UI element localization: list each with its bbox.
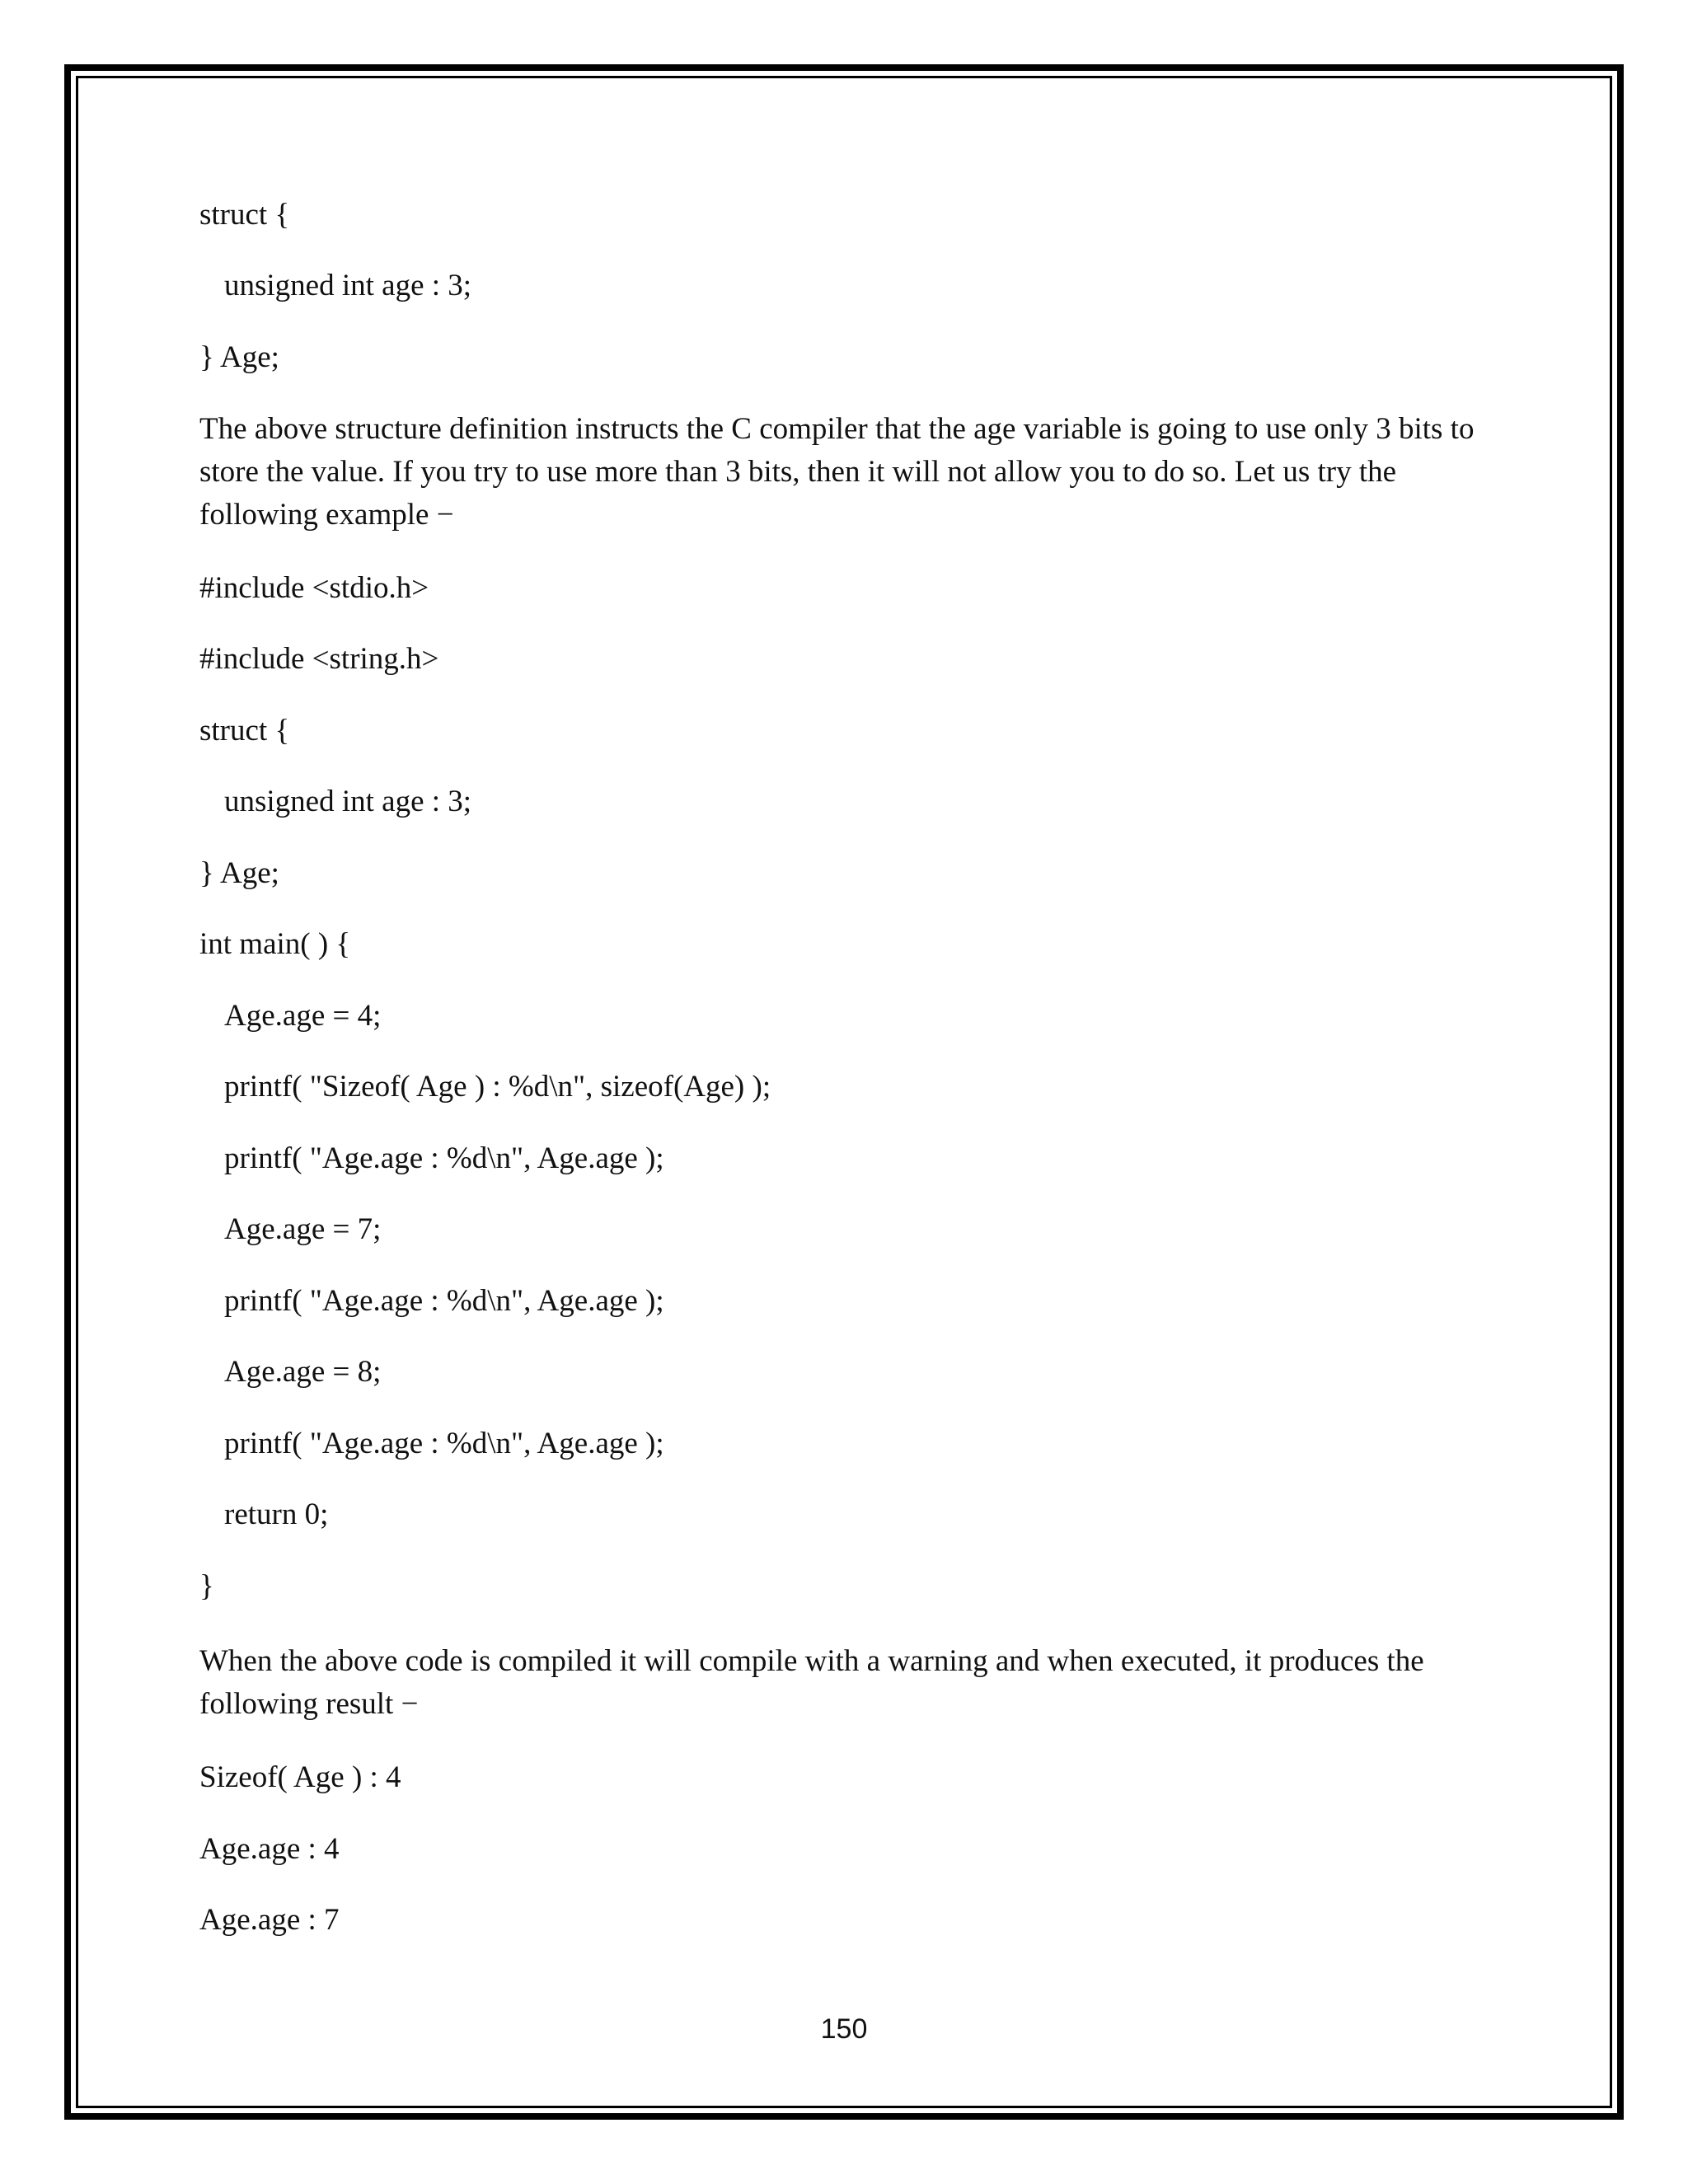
code-line: #include <string.h> — [199, 642, 439, 676]
code-line: } Age; — [199, 856, 279, 890]
output-line: Sizeof( Age ) : 4 — [199, 1760, 401, 1794]
output-line: Age.age : 4 — [199, 1832, 340, 1866]
code-line: Age.age = 4; — [224, 999, 382, 1033]
code-line: Age.age = 7; — [224, 1212, 382, 1246]
code-line: printf( "Age.age : %d\n", Age.age ); — [224, 1427, 664, 1460]
output-line: Age.age : 7 — [199, 1903, 340, 1937]
body-paragraph: The above structure definition instructs the C compiler that the age variable is going to use only 3 bits to store the value. If you try to use more than 3 bits, then it will not allow you to do so. Let us try the following example − — [199, 412, 1475, 532]
code-line: } — [199, 1569, 214, 1603]
code-line: printf( "Age.age : %d\n", Age.age ); — [224, 1284, 664, 1318]
code-line: Age.age = 8; — [224, 1355, 382, 1389]
code-line: return 0; — [224, 1497, 329, 1531]
body-paragraph: When the above code is compiled it will compile with a warning and when executed, it produces the following result − — [199, 1644, 1424, 1721]
code-line: struct { — [199, 714, 290, 748]
code-line: #include <stdio.h> — [199, 571, 429, 605]
code-line: unsigned int age : 3; — [224, 785, 472, 818]
code-line: struct { — [199, 198, 290, 232]
code-line: int main( ) { — [199, 927, 351, 961]
code-line: unsigned int age : 3; — [224, 269, 472, 302]
page-number: 150 — [820, 2013, 868, 2045]
code-line: } Age; — [199, 340, 279, 374]
code-line: printf( "Sizeof( Age ) : %d\n", sizeof(Age) ); — [224, 1070, 771, 1104]
code-line: printf( "Age.age : %d\n", Age.age ); — [224, 1141, 664, 1175]
